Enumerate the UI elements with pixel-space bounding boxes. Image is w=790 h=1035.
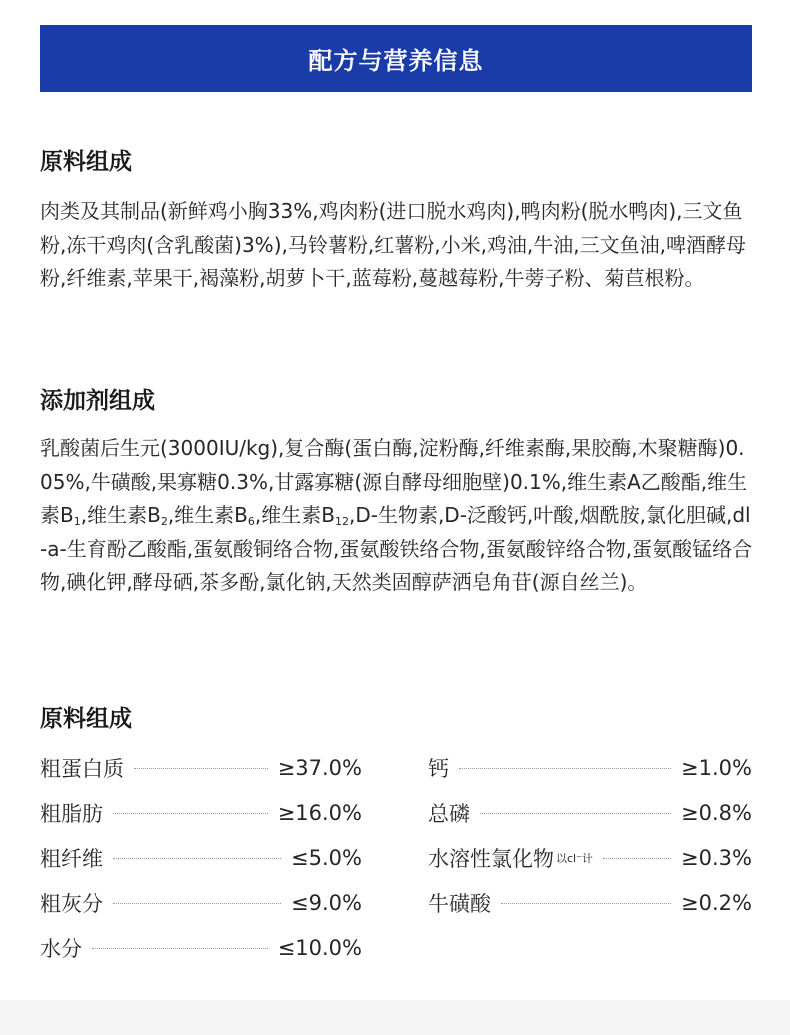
nutrient-label: 粗脂肪 xyxy=(40,802,103,826)
nutrient-value: ≥16.0% xyxy=(277,801,362,825)
nutrient-label: 牛磺酸 xyxy=(428,892,491,916)
dotted-leader xyxy=(501,903,671,904)
nutrient-label: 粗纤维 xyxy=(40,847,103,871)
nutrient-value: ≥0.3% xyxy=(681,846,752,870)
nutrient-value: ≥0.2% xyxy=(681,891,752,915)
subscript: 6 xyxy=(247,515,255,528)
nutrient-value: ≥37.0% xyxy=(277,756,362,780)
additives-text-part: ,维生素B xyxy=(254,503,335,527)
dotted-leader xyxy=(113,813,268,814)
dotted-leader xyxy=(113,858,281,859)
nutrient-value: ≤9.0% xyxy=(291,891,362,915)
nutrient-label: 粗蛋白质 xyxy=(40,757,124,781)
nutrient-row xyxy=(40,931,362,965)
nutrient-label: 总磷 xyxy=(428,802,470,826)
subscript: 12 xyxy=(334,515,349,528)
additives-title: 添加剂组成 xyxy=(40,388,155,414)
page-banner xyxy=(40,25,752,92)
additives-text-part: ,维生素B xyxy=(167,503,248,527)
nutrient-value: ≤10.0% xyxy=(277,936,362,960)
nutrient-label: 水溶性氯化物 xyxy=(428,847,554,871)
nutrient-value: ≥0.8% xyxy=(681,801,752,825)
nutrient-row xyxy=(40,886,362,920)
ingredients-text: 肉类及其制品(新鲜鸡小胸33%,鸡肉粉(进口脱水鸡肉),鸭肉粉(脱水鸭肉),三文鱼粉,冻干鸡肉(含乳酸菌)3%),马铃薯粉,红薯粉,小米,鸡油,牛油,三文鱼油,啤酒酵母粉,纤维素,苹果干,褐藻粉,胡萝卜干,蓝莓粉,蔓越莓粉,牛蒡子粉、菊苣根粉。 xyxy=(40,199,746,290)
nutrient-row xyxy=(40,751,362,785)
dotted-leader xyxy=(603,858,671,859)
nutrient-value: ≥1.0% xyxy=(681,756,752,780)
nutrient-row xyxy=(40,796,362,830)
dotted-leader xyxy=(480,813,671,814)
nutrient-label: 水分 xyxy=(40,937,82,961)
subscript: 1 xyxy=(73,515,81,528)
nutrient-row xyxy=(428,886,752,920)
nutrient-value: ≤5.0% xyxy=(291,846,362,870)
additives-text-part: 乳酸菌后生元(3000IU/kg),复合酶(蛋白酶,淀粉酶,纤维素酶,果胶酶,木聚糖酶)0.05%,牛磺酸,果寡糖0.3%,甘露寡糖(源自酵母细胞壁)0.1%,维生素A乙酸酯,维生素B xyxy=(40,436,748,527)
additives-text-part: ,D-生物素,D-泛酸钙,叶酸,烟酰胺,氯化胆碱,dl-a-生育酚乙酸酯,蛋氨酸铜络合物,蛋氨酸铁络合物,蛋氨酸锌络合物,蛋氨酸锰络合物,碘化钾,酵母硒,茶多酚,氯化钠,天然类固醇萨洒皂角苷(源自丝兰)。 xyxy=(40,503,753,594)
dotted-leader xyxy=(134,768,268,769)
nutrient-row xyxy=(40,841,362,875)
subscript: 2 xyxy=(160,515,168,528)
nutrient-row xyxy=(428,796,752,830)
additives-text xyxy=(40,432,755,600)
nutrient-label: 钙 xyxy=(428,757,449,781)
nutrient-row xyxy=(428,751,752,785)
banner-title: 配方与营养信息 xyxy=(308,47,484,75)
nutrient-label: 粗灰分 xyxy=(40,892,103,916)
dotted-leader xyxy=(459,768,671,769)
ingredients-title: 原料组成 xyxy=(40,149,132,175)
nutrient-label-note: 以cl⁻计 xyxy=(556,852,593,865)
analysis-title: 原料组成 xyxy=(40,706,132,732)
nutrient-row xyxy=(428,841,752,875)
dotted-leader xyxy=(92,948,268,949)
additives-text-part: ,维生素B xyxy=(80,503,161,527)
dotted-leader xyxy=(113,903,281,904)
